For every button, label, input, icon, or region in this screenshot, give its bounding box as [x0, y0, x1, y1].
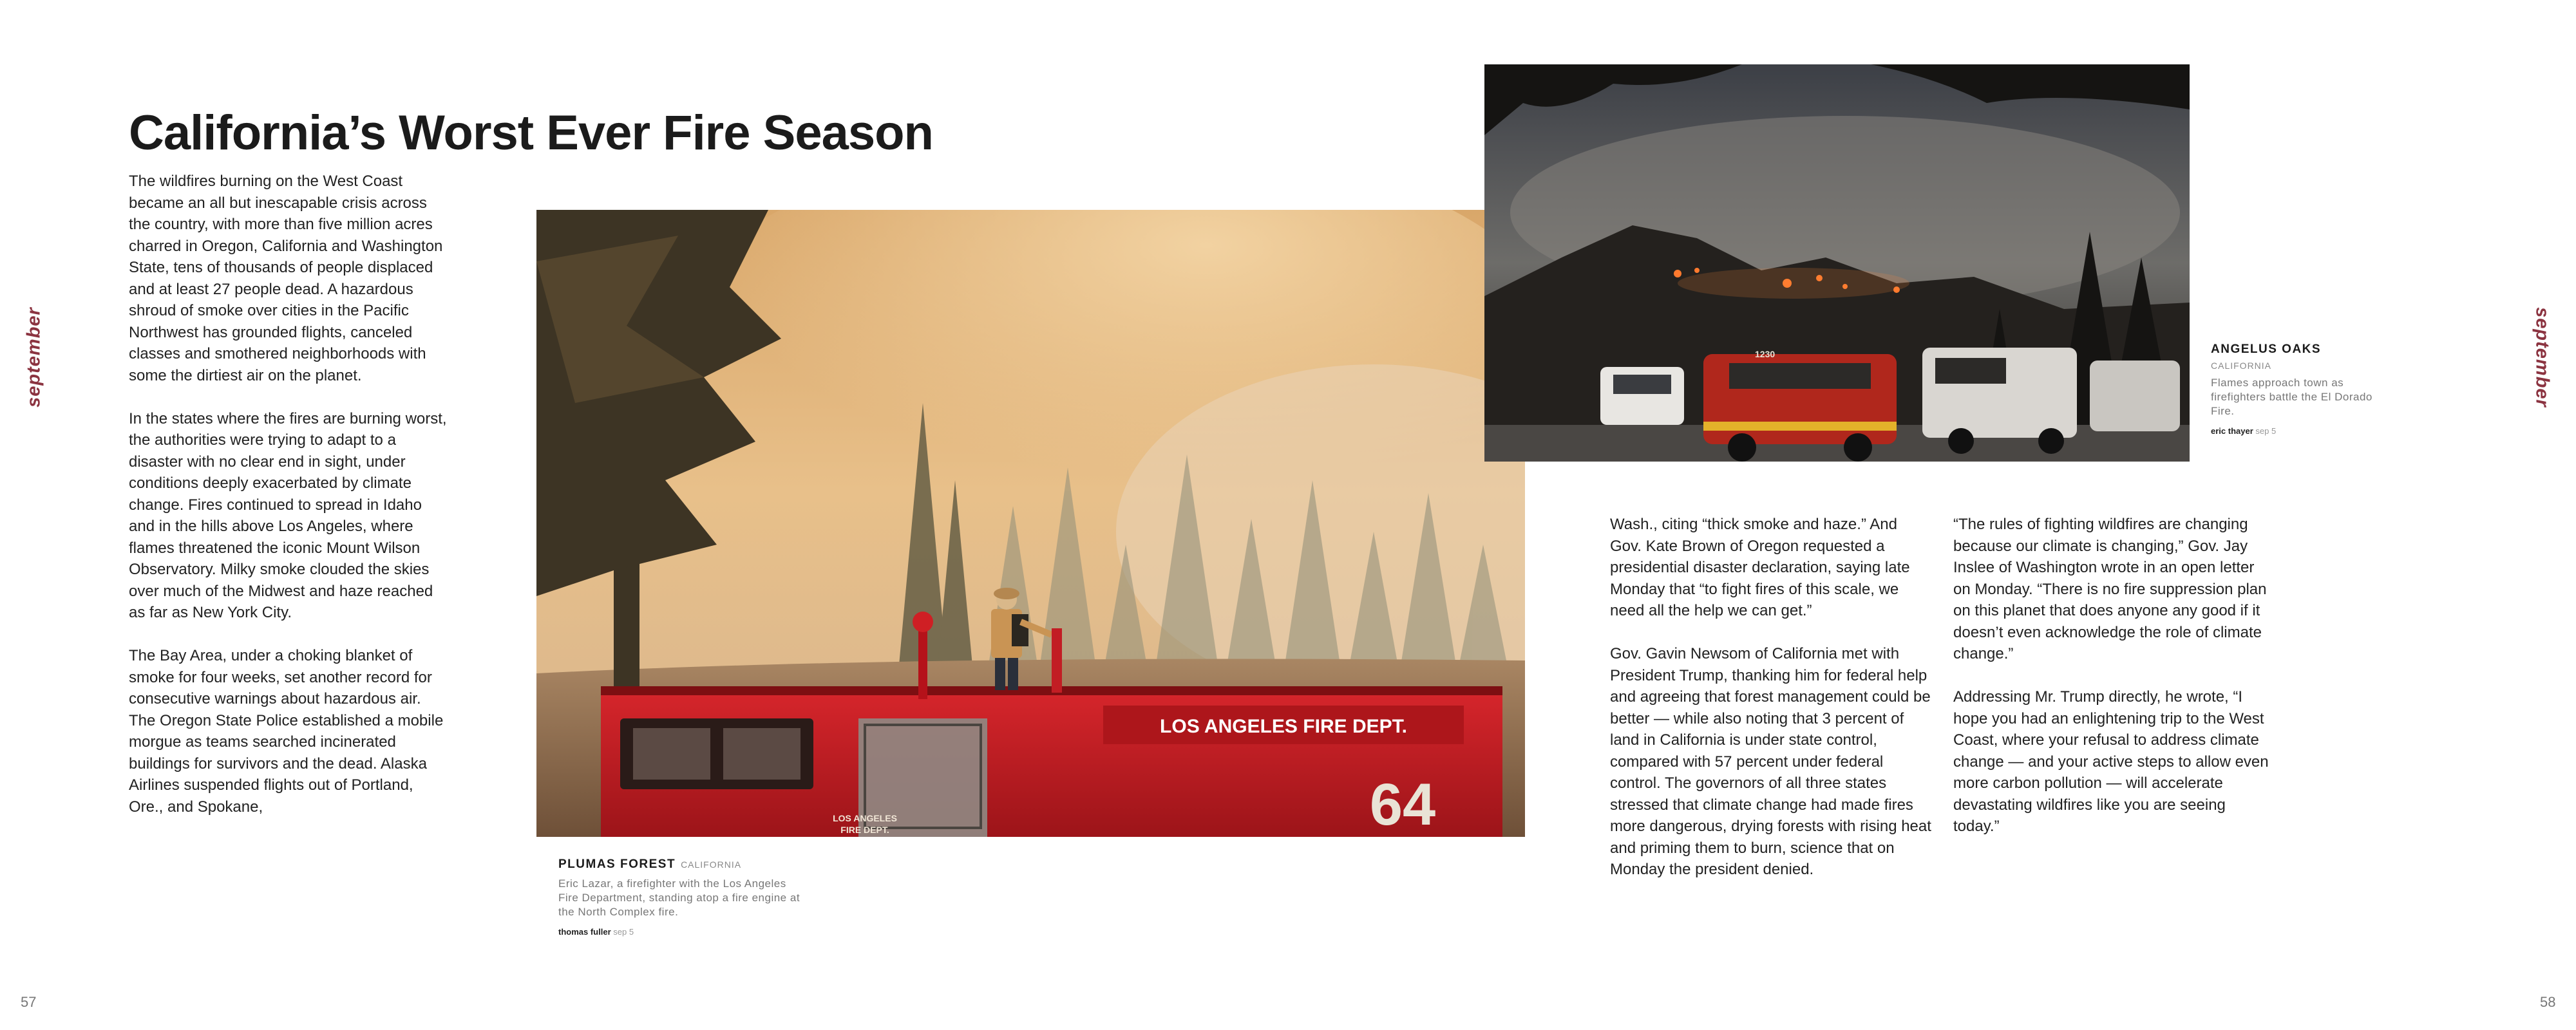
paragraph: “The rules of fighting wildfires are changing because our climate is changing,” Gov. Jay Inslee of Washington wrote in an open letter on Monday. “There is no fire suppression plan on this planet that does anyone any good if it doesn’t even acknowledge the role of climate change.”	[1953, 516, 2267, 662]
photo-date: sep 5	[2255, 426, 2277, 436]
photo-fire-approaching-town	[1484, 64, 2190, 462]
paragraph: Gov. Gavin Newsom of California met with President Trump, thanking him for federal help and agreeing that forest management could be better — while also noting that 3 percent of land in California is under state control, compared with 57 percent under federal control. The governors of all three states stressed that climate change had made fires more dangerous, drying forests with rising heat and priming them to burn, science that on Monday the president denied.	[1610, 645, 1931, 878]
caption-title: PLUMAS FOREST	[558, 857, 676, 871]
article-column-2	[1610, 514, 1932, 902]
paragraph: The Bay Area, under a choking blanket of smoke for four weeks, set another record for consecutive warnings about hazardous air. The Oregon State Police established a mobile morgue as teams searched incinerated buildings for survivors and the dead. Alaska Airlines suspended flights out of Portland, Ore., and Spokane,	[129, 647, 444, 816]
paragraph: Wash., citing “thick smoke and haze.” And Gov. Kate Brown of Oregon requested a presidential disaster declaration, saying late Monday that “to fight fires of this scale, we need all the help we can get.”	[1610, 516, 1910, 619]
paragraph: The wildfires burning on the West Coast became an all but inescapable crisis across the country, with more than five million acres charred in Oregon, California and Washington State, tens of thousands of people displaced and at least 27 people dead. A hazardous shroud of smoke over cities in the Pacific Northwest has grounded flights, canceled classes and smothered neighborhoods with some the dirtiest air on the planet.	[129, 173, 443, 384]
caption-description: Flames approach town as firefighters battle the El Dorado Fire.	[2211, 377, 2372, 417]
caption-credit	[2211, 426, 2378, 436]
photo-firefighter-on-engine	[536, 210, 1525, 837]
truck-label: LOS ANGELES FIRE DEPT.	[1160, 716, 1407, 737]
caption-credit	[558, 927, 803, 937]
page-number-right: 58	[2540, 994, 2556, 1010]
article-headline: California’s Worst Ever Fire Season	[129, 106, 933, 160]
article-column-3	[1953, 514, 2275, 859]
car-number: 1230	[1755, 349, 1776, 359]
section-label-right: september	[2532, 307, 2553, 407]
paragraph: In the states where the fires are burning worst, the authorities were trying to adapt to a disaster with no clear end in sight, under conditions deeply exacerbated by climate change. Fires continued to spread in Idaho and in the hills above Los Angeles, where flames threatened the iconic Mount Wilson Observatory. Milky smoke clouded the skies over much of the Midwest and haze reached as far as New York City.	[129, 409, 447, 621]
photo-caption-left	[558, 857, 803, 937]
section-label-left: september	[23, 307, 44, 407]
door-label-1: LOS ANGELES	[833, 813, 897, 823]
caption-description: Eric Lazar, a firefighter with the Los Angeles Fire Department, standing atop a fire engine at the North Complex fire.	[558, 877, 800, 918]
photographer-name: eric thayer	[2211, 426, 2253, 436]
photo-caption-right	[2211, 342, 2378, 436]
caption-location: CALIFORNIA	[681, 859, 742, 870]
door-label-2: FIRE DEPT.	[840, 825, 889, 835]
caption-title: ANGELUS OAKS	[2211, 342, 2322, 356]
article-column-1	[129, 171, 451, 839]
paragraph: Addressing Mr. Trump directly, he wrote, “I hope you had an enlightening trip to the West Coast, where your refusal to address climate change — and your active steps to allow even more carbon pollution — will accelerate devastating wildfires like you are seeing today.”	[1953, 688, 2269, 835]
page-number-left: 57	[21, 994, 37, 1010]
truck-number: 64	[1369, 772, 1436, 837]
photographer-name: thomas fuller	[558, 927, 611, 937]
caption-location: CALIFORNIA	[2211, 360, 2272, 371]
photo-date: sep 5	[613, 927, 634, 937]
